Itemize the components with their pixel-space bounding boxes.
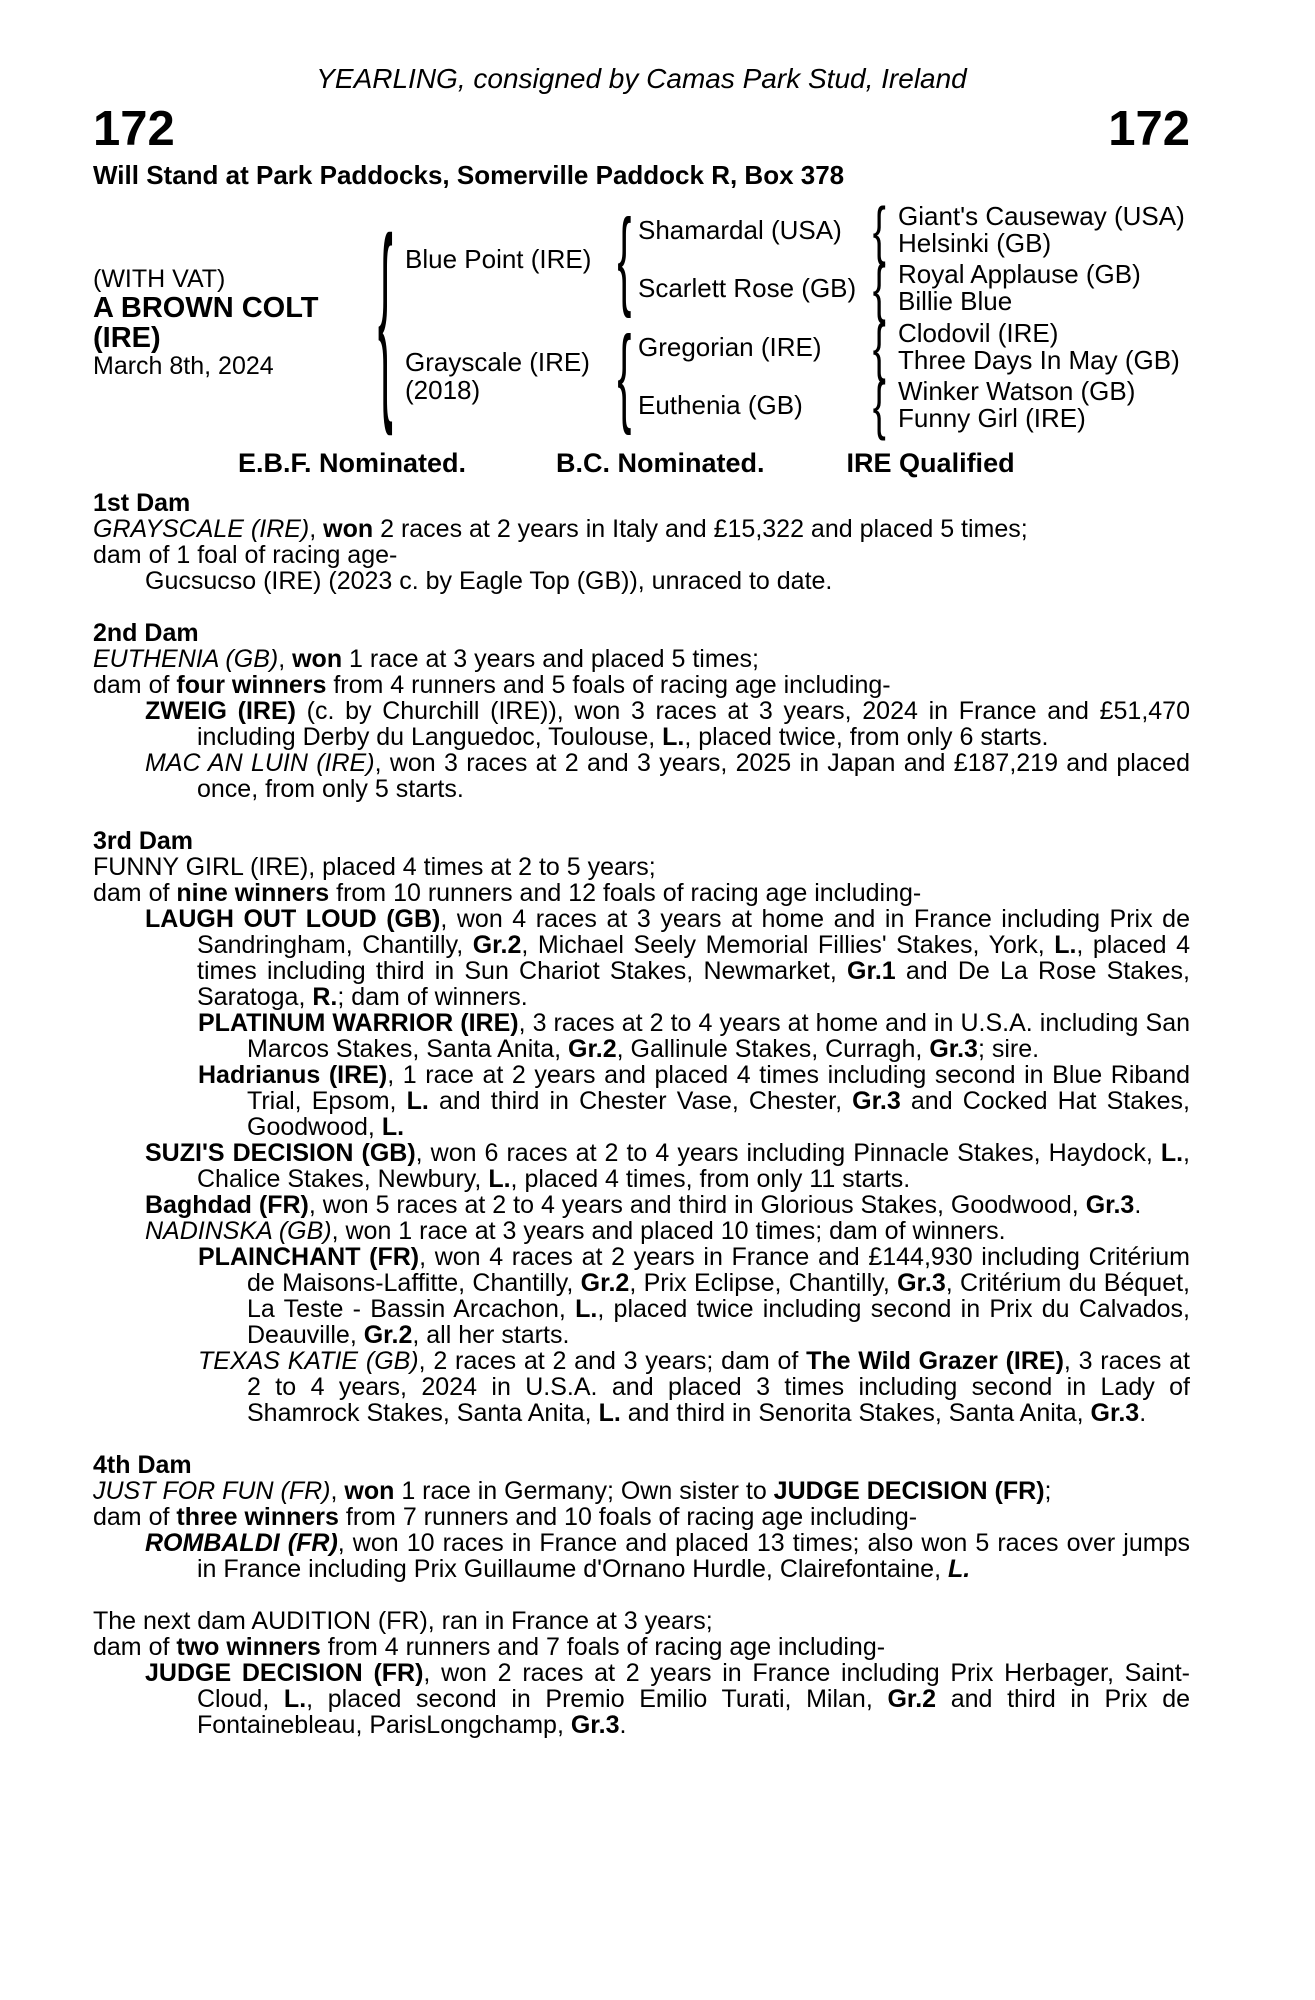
great-grandparent-name: Helsinki (GB) — [898, 228, 1052, 258]
dam-heading: 1st Dam — [93, 489, 191, 517]
pedigree-text-paragraph: dam of two winners from 4 runners and 7 foals of racing age including- — [93, 1633, 886, 1661]
colt-info — [93, 203, 365, 432]
ire-qualified: IRE Qualified — [846, 448, 1015, 478]
grandparent-name: Shamardal (USA) — [638, 214, 842, 245]
lot-number-right: 172 — [1108, 102, 1190, 156]
dam-section — [93, 490, 1190, 594]
pedigree-text-paragraph: JUDGE DECISION (FR), won 2 races at 2 years in France including Prix Herbager, Saint-Cloud, L., placed second in Premio Emilio Turati, Milan, Gr.2 and third in Prix de Fontainebleau, ParisLongchamp, Gr.3. — [145, 1659, 1190, 1739]
sire-group — [405, 192, 1190, 324]
pedigree-text-paragraph: Gucsucso (IRE) (2023 c. by Eagle Top (GB)), unraced to date. — [145, 567, 833, 595]
ebf-nomination: E.B.F. Nominated. — [238, 448, 467, 478]
great-grandparents — [898, 261, 1190, 315]
pedigree-text-paragraph: ROMBALDI (FR), won 10 races in France and placed 13 times; also won 5 races over jumps in France including Prix Guillaume d'Ornano Hurdle, Clairefontaine, L. — [145, 1529, 1190, 1583]
pedigree-brace-small — [860, 250, 898, 324]
grandparent-group — [638, 309, 1190, 383]
dam-section — [93, 1608, 1190, 1738]
grandparent-name: Gregorian (IRE) — [638, 331, 822, 362]
brace-glyph: { — [872, 309, 886, 383]
pedigree-brace-large — [365, 191, 405, 437]
pedigree-text-paragraph: PLATINUM WARRIOR (IRE), 3 races at 2 to 4 years at home and in U.S.A. including San Marcos Stakes, Santa Anita, Gr.2, Gallinule Stakes, Curragh, Gr.3; sire. — [198, 1009, 1191, 1063]
brace-glyph: { — [616, 195, 632, 319]
great-grandparent-name: Three Days In May (GB) — [898, 345, 1180, 375]
bc-nomination: B.C. Nominated. — [556, 448, 765, 478]
consignment-title: YEARLING, consigned by Camas Park Stud, Ireland — [316, 63, 967, 94]
pedigree-brace-medium — [610, 312, 638, 436]
pedigree-brace-small — [860, 367, 898, 441]
great-grandparent-name: Billie Blue — [898, 286, 1013, 316]
dam-sections — [93, 490, 1190, 1738]
lot-number-row — [93, 102, 1190, 156]
great-grandparents — [898, 320, 1190, 374]
sire-name — [405, 203, 610, 315]
parent-name: Blue Point (IRE) — [405, 244, 592, 274]
vat-note: (WITH VAT) — [93, 264, 226, 293]
pedigree-text-paragraph: SUZI'S DECISION (GB), won 6 races at 2 to 4 years including Pinnacle Stakes, Haydock, L., Chalice Stakes, Newbury, L., placed 4 times, from only 11 starts. — [145, 1139, 1190, 1193]
pedigree-text-paragraph: ZWEIG (IRE) (c. by Churchill (IRE)), won 3 races at 3 years, 2024 in France and £51,470 including Derby du Languedoc, Toulouse, L., placed twice, from only 6 starts. — [145, 697, 1190, 751]
pedigree-text-paragraph: dam of 1 foal of racing age- — [93, 541, 398, 569]
nominations-row — [93, 449, 1190, 477]
colt-description: A BROWN COLT — [93, 291, 319, 324]
pedigree-text-paragraph: GRAYSCALE (IRE), won 2 races at 2 years in Italy and £15,322 and placed 5 times; — [93, 515, 1028, 543]
dam-grandparents — [638, 309, 1190, 441]
great-grandparent-name: Giant's Causeway (USA) — [898, 201, 1185, 231]
sire-grandparents — [638, 192, 1190, 324]
brace-glyph: { — [872, 367, 886, 441]
pedigree-text-paragraph: PLAINCHANT (FR), won 4 races at 2 years in France and £144,930 including Critérium de Maisons-Laffitte, Chantilly, Gr.2, Prix Eclipse, Chantilly, Gr.3, Critérium du Béquet, La Teste - Bassin Arcachon, L., placed twice including second in Prix du Calvados, Deauville, Gr.2, all her starts. — [198, 1243, 1190, 1349]
dam-section — [93, 620, 1190, 802]
lot-number-left: 172 — [93, 102, 175, 156]
pedigree-text-paragraph: dam of four winners from 4 runners and 5 foals of racing age including- — [93, 671, 891, 699]
brace-glyph: { — [872, 250, 886, 324]
pedigree-tree — [405, 192, 1190, 441]
foaling-date: March 8th, 2024 — [93, 351, 274, 380]
great-grandparents — [898, 203, 1190, 257]
pedigree-text-paragraph: LAUGH OUT LOUD (GB), won 4 races at 3 years at home and in France including Prix de Sandringham, Chantilly, Gr.2, Michael Seely Memorial Fillies' Stakes, York, L., placed 4 times including third in Sun Chariot Stakes, Newmarket, Gr.1 and De La Rose Stakes, Saratoga, R.; dam of winners. — [145, 905, 1190, 1011]
parent-year: (2018) — [405, 375, 481, 405]
parent-name: Grayscale (IRE) — [405, 347, 590, 377]
colt-country-suffix: (IRE) — [93, 321, 161, 354]
pedigree-text-paragraph: dam of three winners from 7 runners and 10 foals of racing age including- — [93, 1503, 918, 1531]
stand-location: Will Stand at Park Paddocks, Somerville Paddock R, Box 378 — [93, 160, 845, 190]
pedigree-text-paragraph: NADINSKA (GB), won 1 race at 3 years and placed 10 times; dam of winners. — [145, 1217, 1006, 1245]
brace-glyph: { — [872, 192, 886, 266]
grandparent-group — [638, 192, 1190, 266]
pedigree-brace-small — [860, 309, 898, 383]
grandparent-group — [638, 250, 1190, 324]
pedigree-text-paragraph: EUTHENIA (GB), won 1 race at 3 years and placed 5 times; — [93, 645, 760, 673]
pedigree-table — [93, 191, 1190, 441]
dam-name — [405, 320, 610, 432]
pedigree-text-paragraph: dam of nine winners from 10 runners and 12 foals of racing age including- — [93, 879, 922, 907]
pedigree-text-paragraph: MAC AN LUIN (IRE), won 3 races at 2 and 3 years, 2025 in Japan and £187,219 and placed once, from only 5 starts. — [145, 749, 1190, 803]
dam-heading: 2nd Dam — [93, 619, 199, 647]
dam-heading: 4th Dam — [93, 1451, 192, 1479]
dam-section — [93, 828, 1190, 1426]
pedigree-text-paragraph: Baghdad (FR), won 5 races at 2 to 4 years and third in Glorious Stakes, Goodwood, Gr.3. — [145, 1191, 1142, 1219]
grandparent-name: Euthenia (GB) — [638, 389, 803, 420]
pedigree-brace-small — [860, 192, 898, 266]
grandparent-group — [638, 367, 1190, 441]
pedigree-text-paragraph: TEXAS KATIE (GB), 2 races at 2 and 3 years; dam of The Wild Grazer (IRE), 3 races at 2 to 4 years, 2024 in U.S.A. and placed 3 times including second in Lady of Shamrock Stakes, Santa Anita, L. and third in Senorita Stakes, Santa Anita, Gr.3. — [198, 1347, 1191, 1427]
great-grandparent-name: Clodovil (IRE) — [898, 318, 1059, 348]
pedigree-text-paragraph: Hadrianus (IRE), 1 race at 2 years and placed 4 times including second in Blue Riband Trial, Epsom, L. and third in Chester Vase, Chester, Gr.3 and Cocked Hat Stakes, Goodwood, L. — [198, 1061, 1190, 1141]
dam-heading: 3rd Dam — [93, 827, 194, 855]
brace-glyph: { — [377, 191, 393, 437]
great-grandparent-name: Winker Watson (GB) — [898, 376, 1136, 406]
pedigree-text-paragraph: FUNNY GIRL (IRE), placed 4 times at 2 to 5 years; — [93, 853, 656, 881]
great-grandparents — [898, 378, 1190, 432]
pedigree-brace-medium — [610, 195, 638, 319]
great-grandparent-name: Funny Girl (IRE) — [898, 403, 1086, 433]
brace-glyph: { — [616, 312, 632, 436]
grandparent-name: Scarlett Rose (GB) — [638, 272, 857, 303]
pedigree-text-paragraph: The next dam AUDITION (FR), ran in France at 3 years; — [93, 1607, 713, 1635]
pedigree-text-paragraph: JUST FOR FUN (FR), won 1 race in Germany; Own sister to JUDGE DECISION (FR); — [93, 1477, 1052, 1505]
dam-section — [93, 1452, 1190, 1582]
dam-group — [405, 309, 1190, 441]
great-grandparent-name: Royal Applause (GB) — [898, 259, 1141, 289]
